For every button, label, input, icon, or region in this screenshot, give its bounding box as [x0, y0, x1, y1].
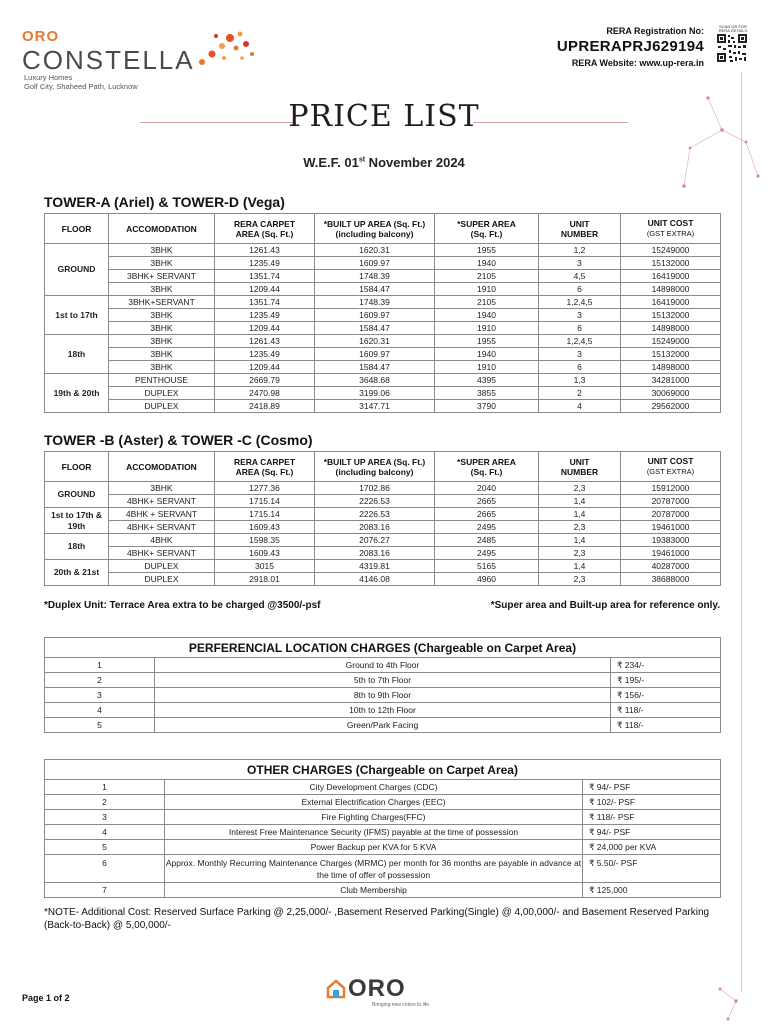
carpet-area-cell: 1277.36	[215, 482, 315, 495]
super-area-cell: 1940	[435, 309, 539, 322]
col-built-up: *BUILT UP AREA (Sq. Ft.) (including balcony)	[315, 452, 435, 482]
table-row	[45, 547, 721, 560]
tower-ad-body	[45, 244, 721, 413]
unit-cost-cell: 15132000	[621, 348, 721, 361]
charge-number-cell: 3	[45, 688, 155, 703]
accomodation-cell: 3BHK	[109, 257, 215, 270]
page-number: Page 1 of 2	[22, 993, 70, 1003]
floor-cell: GROUND	[45, 244, 109, 296]
built-up-cell: 3147.71	[315, 400, 435, 413]
table-row	[45, 718, 721, 733]
accomodation-cell: 4BHK+ SERVANT	[109, 547, 215, 560]
unit-number-cell: 1,3	[539, 374, 621, 387]
super-area-cell: 4395	[435, 374, 539, 387]
brand-name-text: CONSTELLA	[22, 45, 195, 75]
charge-number-cell: 4	[45, 825, 165, 840]
unit-number-cell: 1,4	[539, 495, 621, 508]
col-unit-number: UNIT NUMBER	[539, 452, 621, 482]
tower-ad-title: TOWER-A (Ariel) & TOWER-D (Vega)	[44, 194, 285, 210]
table-row	[45, 244, 721, 257]
super-area-cell: 1955	[435, 335, 539, 348]
built-up-cell: 1609.97	[315, 257, 435, 270]
charge-rate-cell: ₹ 94/- PSF	[583, 825, 721, 840]
floor-cell: 19th & 20th	[45, 374, 109, 413]
accomodation-cell: DUPLEX	[109, 400, 215, 413]
table-row	[45, 335, 721, 348]
built-up-cell: 2076.27	[315, 534, 435, 547]
table-row	[45, 348, 721, 361]
unit-number-cell: 2	[539, 387, 621, 400]
built-up-cell: 2226.53	[315, 508, 435, 521]
accomodation-cell: 3BHK	[109, 335, 215, 348]
table-row	[45, 573, 721, 586]
charge-description-cell: Power Backup per KVA for 5 KVA	[165, 840, 583, 855]
col-unit-number: UNIT NUMBER	[539, 214, 621, 244]
built-up-cell: 1584.47	[315, 283, 435, 296]
unit-number-cell: 1,4	[539, 534, 621, 547]
built-up-cell: 4146.08	[315, 573, 435, 586]
oro-house-icon	[326, 979, 346, 999]
built-up-cell: 1748.39	[315, 270, 435, 283]
right-margin-rule	[741, 72, 742, 992]
col-accomodation: ACCOMODATION	[109, 452, 215, 482]
wef-sup: st	[358, 156, 366, 164]
built-up-cell: 1609.97	[315, 309, 435, 322]
charge-number-cell: 1	[45, 780, 165, 795]
table-row	[45, 495, 721, 508]
carpet-area-cell: 1209.44	[215, 361, 315, 374]
floor-cell: 1st to 17th	[45, 296, 109, 335]
col-built-up: *BUILT UP AREA (Sq. Ft.) (including balcony)	[315, 214, 435, 244]
floor-cell: 20th & 21st	[45, 560, 109, 586]
table-row	[45, 825, 721, 840]
unit-cost-cell: 38688000	[621, 573, 721, 586]
unit-cost-cell: 19461000	[621, 547, 721, 560]
table-row	[45, 883, 721, 898]
table-row	[45, 322, 721, 335]
built-up-cell: 1702.86	[315, 482, 435, 495]
charge-rate-cell: ₹ 24,000 per KVA	[583, 840, 721, 855]
unit-number-cell: 4	[539, 400, 621, 413]
col-rera-carpet: RERA CARPET AREA (Sq. Ft.)	[215, 214, 315, 244]
charge-description-cell: Ground to 4th Floor	[155, 658, 611, 673]
accomodation-cell: 4BHK + SERVANT	[109, 508, 215, 521]
super-area-cell: 2495	[435, 547, 539, 560]
unit-cost-cell: 30069000	[621, 387, 721, 400]
constellation-dots-icon	[194, 28, 258, 68]
unit-number-cell: 1,2	[539, 244, 621, 257]
footer-brand-text: ORO	[348, 975, 406, 1002]
carpet-area-cell: 1715.14	[215, 495, 315, 508]
charge-number-cell: 6	[45, 855, 165, 883]
carpet-area-cell: 1209.44	[215, 283, 315, 296]
qr-caption: SCAN QR FOR RERA DETAILS	[718, 24, 748, 33]
unit-number-cell: 6	[539, 283, 621, 296]
built-up-cell: 1620.31	[315, 335, 435, 348]
table-header-row	[45, 452, 721, 482]
unit-number-cell: 6	[539, 322, 621, 335]
accomodation-cell: 4BHK+ SERVANT	[109, 495, 215, 508]
unit-cost-cell: 14898000	[621, 322, 721, 335]
charge-number-cell: 1	[45, 658, 155, 673]
unit-number-cell: 3	[539, 257, 621, 270]
charge-number-cell: 5	[45, 840, 165, 855]
unit-number-cell: 1,2,4,5	[539, 296, 621, 309]
carpet-area-cell: 1609.43	[215, 521, 315, 534]
unit-cost-cell: 15249000	[621, 335, 721, 348]
effective-date	[0, 155, 768, 170]
super-area-cell: 2665	[435, 495, 539, 508]
table-row	[45, 374, 721, 387]
super-area-note: *Super area and Built-up area for reference only.	[490, 600, 720, 611]
super-area-cell: 2665	[435, 508, 539, 521]
charge-rate-cell: ₹ 118/-	[611, 718, 721, 733]
built-up-cell: 3648.68	[315, 374, 435, 387]
col-floor: FLOOR	[45, 452, 109, 482]
unit-cost-cell: 20787000	[621, 508, 721, 521]
accomodation-cell: DUPLEX	[109, 387, 215, 400]
table-row	[45, 296, 721, 309]
carpet-area-cell: 2669.79	[215, 374, 315, 387]
charge-rate-cell: ₹ 234/-	[611, 658, 721, 673]
unit-cost-cell: 15132000	[621, 257, 721, 270]
unit-number-cell: 2,3	[539, 521, 621, 534]
built-up-cell: 2083.16	[315, 547, 435, 560]
carpet-area-cell: 1209.44	[215, 322, 315, 335]
accomodation-cell: 3BHK	[109, 322, 215, 335]
col-unit-cost: UNIT COST (GST EXTRA)	[621, 452, 721, 482]
super-area-cell: 2495	[435, 521, 539, 534]
super-area-cell: 2105	[435, 296, 539, 309]
floor-cell: 1st to 17th & 19th	[45, 508, 109, 534]
accomodation-cell: 3BHK	[109, 309, 215, 322]
tower-bc-title: TOWER -B (Aster) & TOWER -C (Cosmo)	[44, 432, 313, 448]
built-up-cell: 3199.06	[315, 387, 435, 400]
table-row	[45, 688, 721, 703]
other-charges-table	[44, 759, 721, 898]
carpet-area-cell: 1261.43	[215, 335, 315, 348]
unit-cost-cell: 20787000	[621, 495, 721, 508]
unit-number-cell: 2,3	[539, 482, 621, 495]
super-area-cell: 1955	[435, 244, 539, 257]
col-super-area: *SUPER AREA (Sq. Ft.)	[435, 452, 539, 482]
table-row	[45, 560, 721, 573]
unit-cost-cell: 16419000	[621, 296, 721, 309]
plc-table	[44, 637, 721, 733]
tower-bc-body	[45, 482, 721, 586]
tower-bc-price-table	[44, 451, 721, 586]
tower-ad-price-table	[44, 213, 721, 413]
col-rera-carpet: RERA CARPET AREA (Sq. Ft.)	[215, 452, 315, 482]
charge-description-cell: Green/Park Facing	[155, 718, 611, 733]
unit-cost-cell: 16419000	[621, 270, 721, 283]
unit-cost-cell: 14898000	[621, 283, 721, 296]
super-area-cell: 1940	[435, 257, 539, 270]
unit-number-cell: 6	[539, 361, 621, 374]
super-area-cell: 5165	[435, 560, 539, 573]
accomodation-cell: 3BHK	[109, 348, 215, 361]
table-row	[45, 508, 721, 521]
unit-number-cell: 2,3	[539, 547, 621, 560]
charge-rate-cell: ₹ 195/-	[611, 673, 721, 688]
carpet-area-cell: 1351.74	[215, 296, 315, 309]
carpet-area-cell: 1598.35	[215, 534, 315, 547]
wef-suffix: November 2024	[365, 155, 465, 170]
qr-code-icon	[716, 33, 748, 63]
rera-number: UPRERAPRJ629194	[556, 38, 704, 55]
constella-logo	[22, 28, 262, 98]
table-row	[45, 283, 721, 296]
col-unit-cost: UNIT COST (GST EXTRA)	[621, 214, 721, 244]
table-row	[45, 521, 721, 534]
table-row	[45, 534, 721, 547]
charge-rate-cell: ₹ 125,000	[583, 883, 721, 898]
duplex-note: *Duplex Unit: Terrace Area extra to be charged @3500/-psf	[44, 600, 321, 611]
carpet-area-cell: 1235.49	[215, 257, 315, 270]
table-row	[45, 400, 721, 413]
charge-rate-cell: ₹ 102/- PSF	[583, 795, 721, 810]
built-up-cell: 1584.47	[315, 322, 435, 335]
table-row	[45, 780, 721, 795]
super-area-cell: 2485	[435, 534, 539, 547]
charge-description-cell: 5th to 7th Floor	[155, 673, 611, 688]
charge-rate-cell: ₹ 5.50/- PSF	[583, 855, 721, 883]
table-row	[45, 855, 721, 883]
super-area-cell: 3855	[435, 387, 539, 400]
accomodation-cell: 3BHK	[109, 244, 215, 257]
charge-rate-cell: ₹ 94/- PSF	[583, 780, 721, 795]
footer-tagline: Bringing new colors to life	[372, 1002, 429, 1008]
table-row	[45, 482, 721, 495]
unit-number-cell: 1,4	[539, 560, 621, 573]
charge-description-cell: Fire Fighting Charges(FFC)	[165, 810, 583, 825]
carpet-area-cell: 2918.01	[215, 573, 315, 586]
carpet-area-cell: 1261.43	[215, 244, 315, 257]
carpet-area-cell: 2418.89	[215, 400, 315, 413]
unit-cost-cell: 19383000	[621, 534, 721, 547]
super-area-cell: 3790	[435, 400, 539, 413]
accomodation-cell: 4BHK+ SERVANT	[109, 521, 215, 534]
unit-number-cell: 3	[539, 309, 621, 322]
unit-number-cell: 3	[539, 348, 621, 361]
table-row	[45, 795, 721, 810]
col-accomodation: ACCOMODATION	[109, 214, 215, 244]
floor-cell: 18th	[45, 534, 109, 560]
accomodation-cell: 3BHK+ SERVANT	[109, 270, 215, 283]
charge-number-cell: 5	[45, 718, 155, 733]
unit-number-cell: 1,4	[539, 508, 621, 521]
table-row	[45, 840, 721, 855]
accomodation-cell: 3BHK	[109, 482, 215, 495]
col-super-area: *SUPER AREA (Sq. Ft.)	[435, 214, 539, 244]
accomodation-cell: DUPLEX	[109, 573, 215, 586]
charge-number-cell: 4	[45, 703, 155, 718]
charge-number-cell: 2	[45, 673, 155, 688]
rera-website: RERA Website: www.up-rera.in	[571, 58, 704, 68]
charge-description-cell: Club Membership	[165, 883, 583, 898]
plc-title: PERFERENCIAL LOCATION CHARGES (Chargeable on Carpet Area)	[45, 638, 721, 658]
oro-footer-logo	[326, 975, 446, 1009]
table-row	[45, 309, 721, 322]
charge-number-cell: 7	[45, 883, 165, 898]
carpet-area-cell: 1235.49	[215, 309, 315, 322]
floor-cell: 18th	[45, 335, 109, 374]
charge-rate-cell: ₹ 118/-	[611, 703, 721, 718]
super-area-cell: 1910	[435, 361, 539, 374]
super-area-cell: 1910	[435, 283, 539, 296]
unit-cost-cell: 15132000	[621, 309, 721, 322]
other-charges-title: OTHER CHARGES (Chargeable on Carpet Area)	[45, 760, 721, 780]
brand-location: Golf City, Shaheed Path, Lucknow	[24, 82, 138, 91]
accomodation-cell: 4BHK	[109, 534, 215, 547]
unit-cost-cell: 34281000	[621, 374, 721, 387]
unit-cost-cell: 14898000	[621, 361, 721, 374]
table-row	[45, 270, 721, 283]
table-row	[45, 257, 721, 270]
floor-cell: GROUND	[45, 482, 109, 508]
unit-cost-cell: 40287000	[621, 560, 721, 573]
brand-ord-text: ORO	[22, 28, 60, 45]
carpet-area-cell: 3015	[215, 560, 315, 573]
unit-number-cell: 1,2,4,5	[539, 335, 621, 348]
unit-cost-cell: 15912000	[621, 482, 721, 495]
charge-rate-cell: ₹ 118/- PSF	[583, 810, 721, 825]
built-up-cell: 2226.53	[315, 495, 435, 508]
table-row	[45, 658, 721, 673]
super-area-cell: 2040	[435, 482, 539, 495]
table-row	[45, 810, 721, 825]
built-up-cell: 4319.81	[315, 560, 435, 573]
unit-number-cell: 2,3	[539, 573, 621, 586]
accomodation-cell: 3BHK	[109, 361, 215, 374]
table-header-row	[45, 214, 721, 244]
charge-number-cell: 2	[45, 795, 165, 810]
carpet-area-cell: 2470.98	[215, 387, 315, 400]
rera-label: RERA Registration No:	[606, 26, 704, 36]
built-up-cell: 2083.16	[315, 521, 435, 534]
col-floor: FLOOR	[45, 214, 109, 244]
super-area-cell: 1910	[435, 322, 539, 335]
carpet-area-cell: 1609.43	[215, 547, 315, 560]
charge-description-cell: City Development Charges (CDC)	[165, 780, 583, 795]
rera-qr	[716, 25, 750, 65]
charge-description-cell: Interest Free Maintenance Security (IFMS) payable at the time of possession	[165, 825, 583, 840]
parking-footnote: *NOTE- Additional Cost: Reserved Surface Parking @ 2,25,000/- ,Basement Reserved Parking(Single) @ 4,00,000/- and Basement Reserved Parking (Back-to-Back) @ 5,00,000/-	[44, 907, 710, 931]
super-area-cell: 4960	[435, 573, 539, 586]
carpet-area-cell: 1715.14	[215, 508, 315, 521]
bottom-decoration-icon	[700, 985, 760, 1024]
unit-cost-cell: 29562000	[621, 400, 721, 413]
super-area-cell: 1940	[435, 348, 539, 361]
wef-prefix: W.E.F. 01	[303, 155, 359, 170]
accomodation-cell: 3BHK	[109, 283, 215, 296]
charge-description-cell: External Electrification Charges (EEC)	[165, 795, 583, 810]
brand-tagline: Luxury Homes	[24, 73, 73, 82]
carpet-area-cell: 1351.74	[215, 270, 315, 283]
table-row	[45, 673, 721, 688]
unit-number-cell: 4,5	[539, 270, 621, 283]
rera-info	[557, 26, 704, 68]
constellation-decoration-icon	[660, 90, 768, 200]
charge-number-cell: 3	[45, 810, 165, 825]
accomodation-cell: 3BHK+SERVANT	[109, 296, 215, 309]
accomodation-cell: DUPLEX	[109, 560, 215, 573]
charge-description-cell: Approx. Monthly Recurring Maintenance Charges (MRMC) per month for 36 months are payable in advance at the time of offer of possession	[165, 855, 583, 883]
table-row	[45, 703, 721, 718]
page-title: PRICE LIST	[288, 99, 480, 134]
carpet-area-cell: 1235.49	[215, 348, 315, 361]
unit-cost-cell: 19461000	[621, 521, 721, 534]
table-row	[45, 361, 721, 374]
unit-cost-cell: 15249000	[621, 244, 721, 257]
table-row	[45, 387, 721, 400]
accomodation-cell: PENTHOUSE	[109, 374, 215, 387]
charge-rate-cell: ₹ 156/-	[611, 688, 721, 703]
built-up-cell: 1620.31	[315, 244, 435, 257]
charge-description-cell: 8th to 9th Floor	[155, 688, 611, 703]
built-up-cell: 1748.39	[315, 296, 435, 309]
charge-description-cell: 10th to 12th Floor	[155, 703, 611, 718]
super-area-cell: 2105	[435, 270, 539, 283]
built-up-cell: 1584.47	[315, 361, 435, 374]
built-up-cell: 1609.97	[315, 348, 435, 361]
